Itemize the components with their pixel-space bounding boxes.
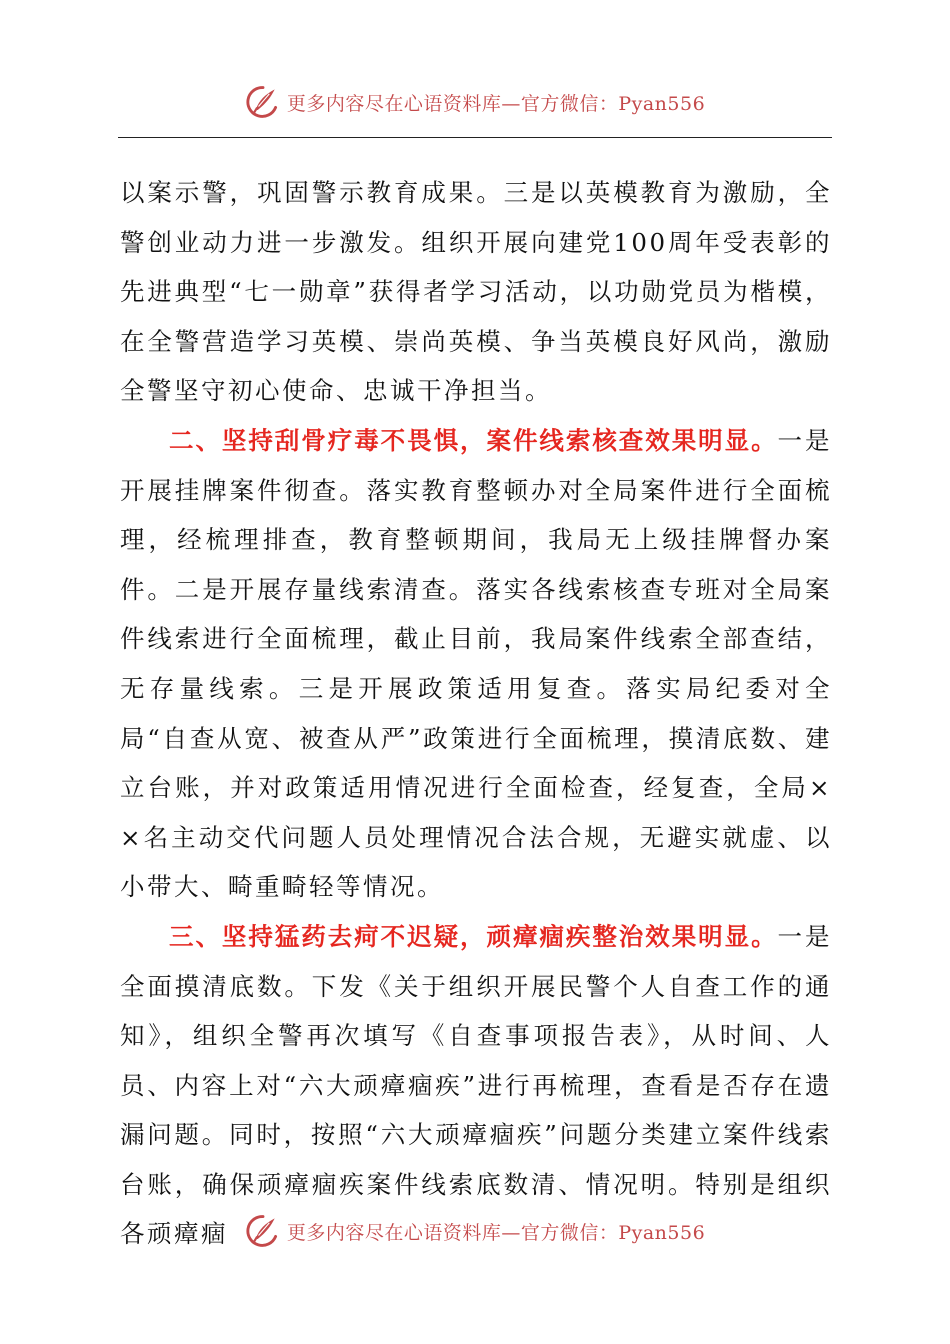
pen-circle-logo-icon (245, 1213, 281, 1249)
footer-banner-inner (245, 1213, 705, 1249)
header-banner (0, 82, 950, 122)
header-banner-inner (245, 84, 705, 120)
section-heading-2: 二、坚持刮骨疗毒不畏惧，案件线索核查效果明显。 (169, 425, 778, 455)
paragraph-2-text: 一是开展挂牌案件彻查。落实教育整顿办对全局案件进行全面梳理，经梳理排查，教育整顿期间，我局无上级挂牌督办案件。二是开展存量线索清查。落实各线索核查专班对全局案件线索进行全面梳理，截止目前，我局案件线索全部查结，无存量线索。三是开展政策适用复查。落实局纪委对全局“自查从宽、被查从严”政策进行全面梳理，摸清底数、建立台账，并对政策适用情况进行全面检查，经复查，全局××名主动交代问题人员处理情况合法合规，无避实就虚、以小带大、畸重畸轻等情况。 (120, 425, 833, 902)
paragraph-1: 以案示警，巩固警示教育成果。三是以英模教育为激励，全警创业动力进一步激发。组织开展向建党100周年受表彰的先进典型“七一勋章”获得者学习活动，以功勋党员为楷模，在全警营造学习英模、崇尚英模、争当英模良好风尚，激励全警坚守初心使命、忠诚干净担当。 (120, 178, 832, 406)
paragraph-2 (120, 416, 832, 912)
footer-banner (0, 1211, 950, 1251)
header-divider (118, 137, 832, 138)
paragraph-3-text: 一是全面摸清底数。下发《关于组织开展民警个人自查工作的通知》，组织全警再次填写《自查事项报告表》，从时间、人员、内容上对“六大顽瘴痼疾”进行再梳理，查看是否存在遗漏问题。同时，按照“六大顽瘴痼疾”问题分类建立案件线索台账，确保顽瘴痼疾案件线索底数清、情况明。特别是组织各顽瘴痼 (120, 921, 833, 1249)
header-banner-text: 更多内容尽在心语资料库—官方微信：Pyan556 (286, 92, 706, 115)
footer-banner-text: 更多内容尽在心语资料库—官方微信：Pyan556 (286, 1221, 706, 1244)
pen-circle-logo-icon (245, 84, 281, 120)
paragraph-3 (120, 912, 832, 1259)
document-body (120, 168, 832, 1259)
section-heading-3: 三、坚持猛药去疴不迟疑，顽瘴痼疾整治效果明显。 (169, 921, 778, 951)
